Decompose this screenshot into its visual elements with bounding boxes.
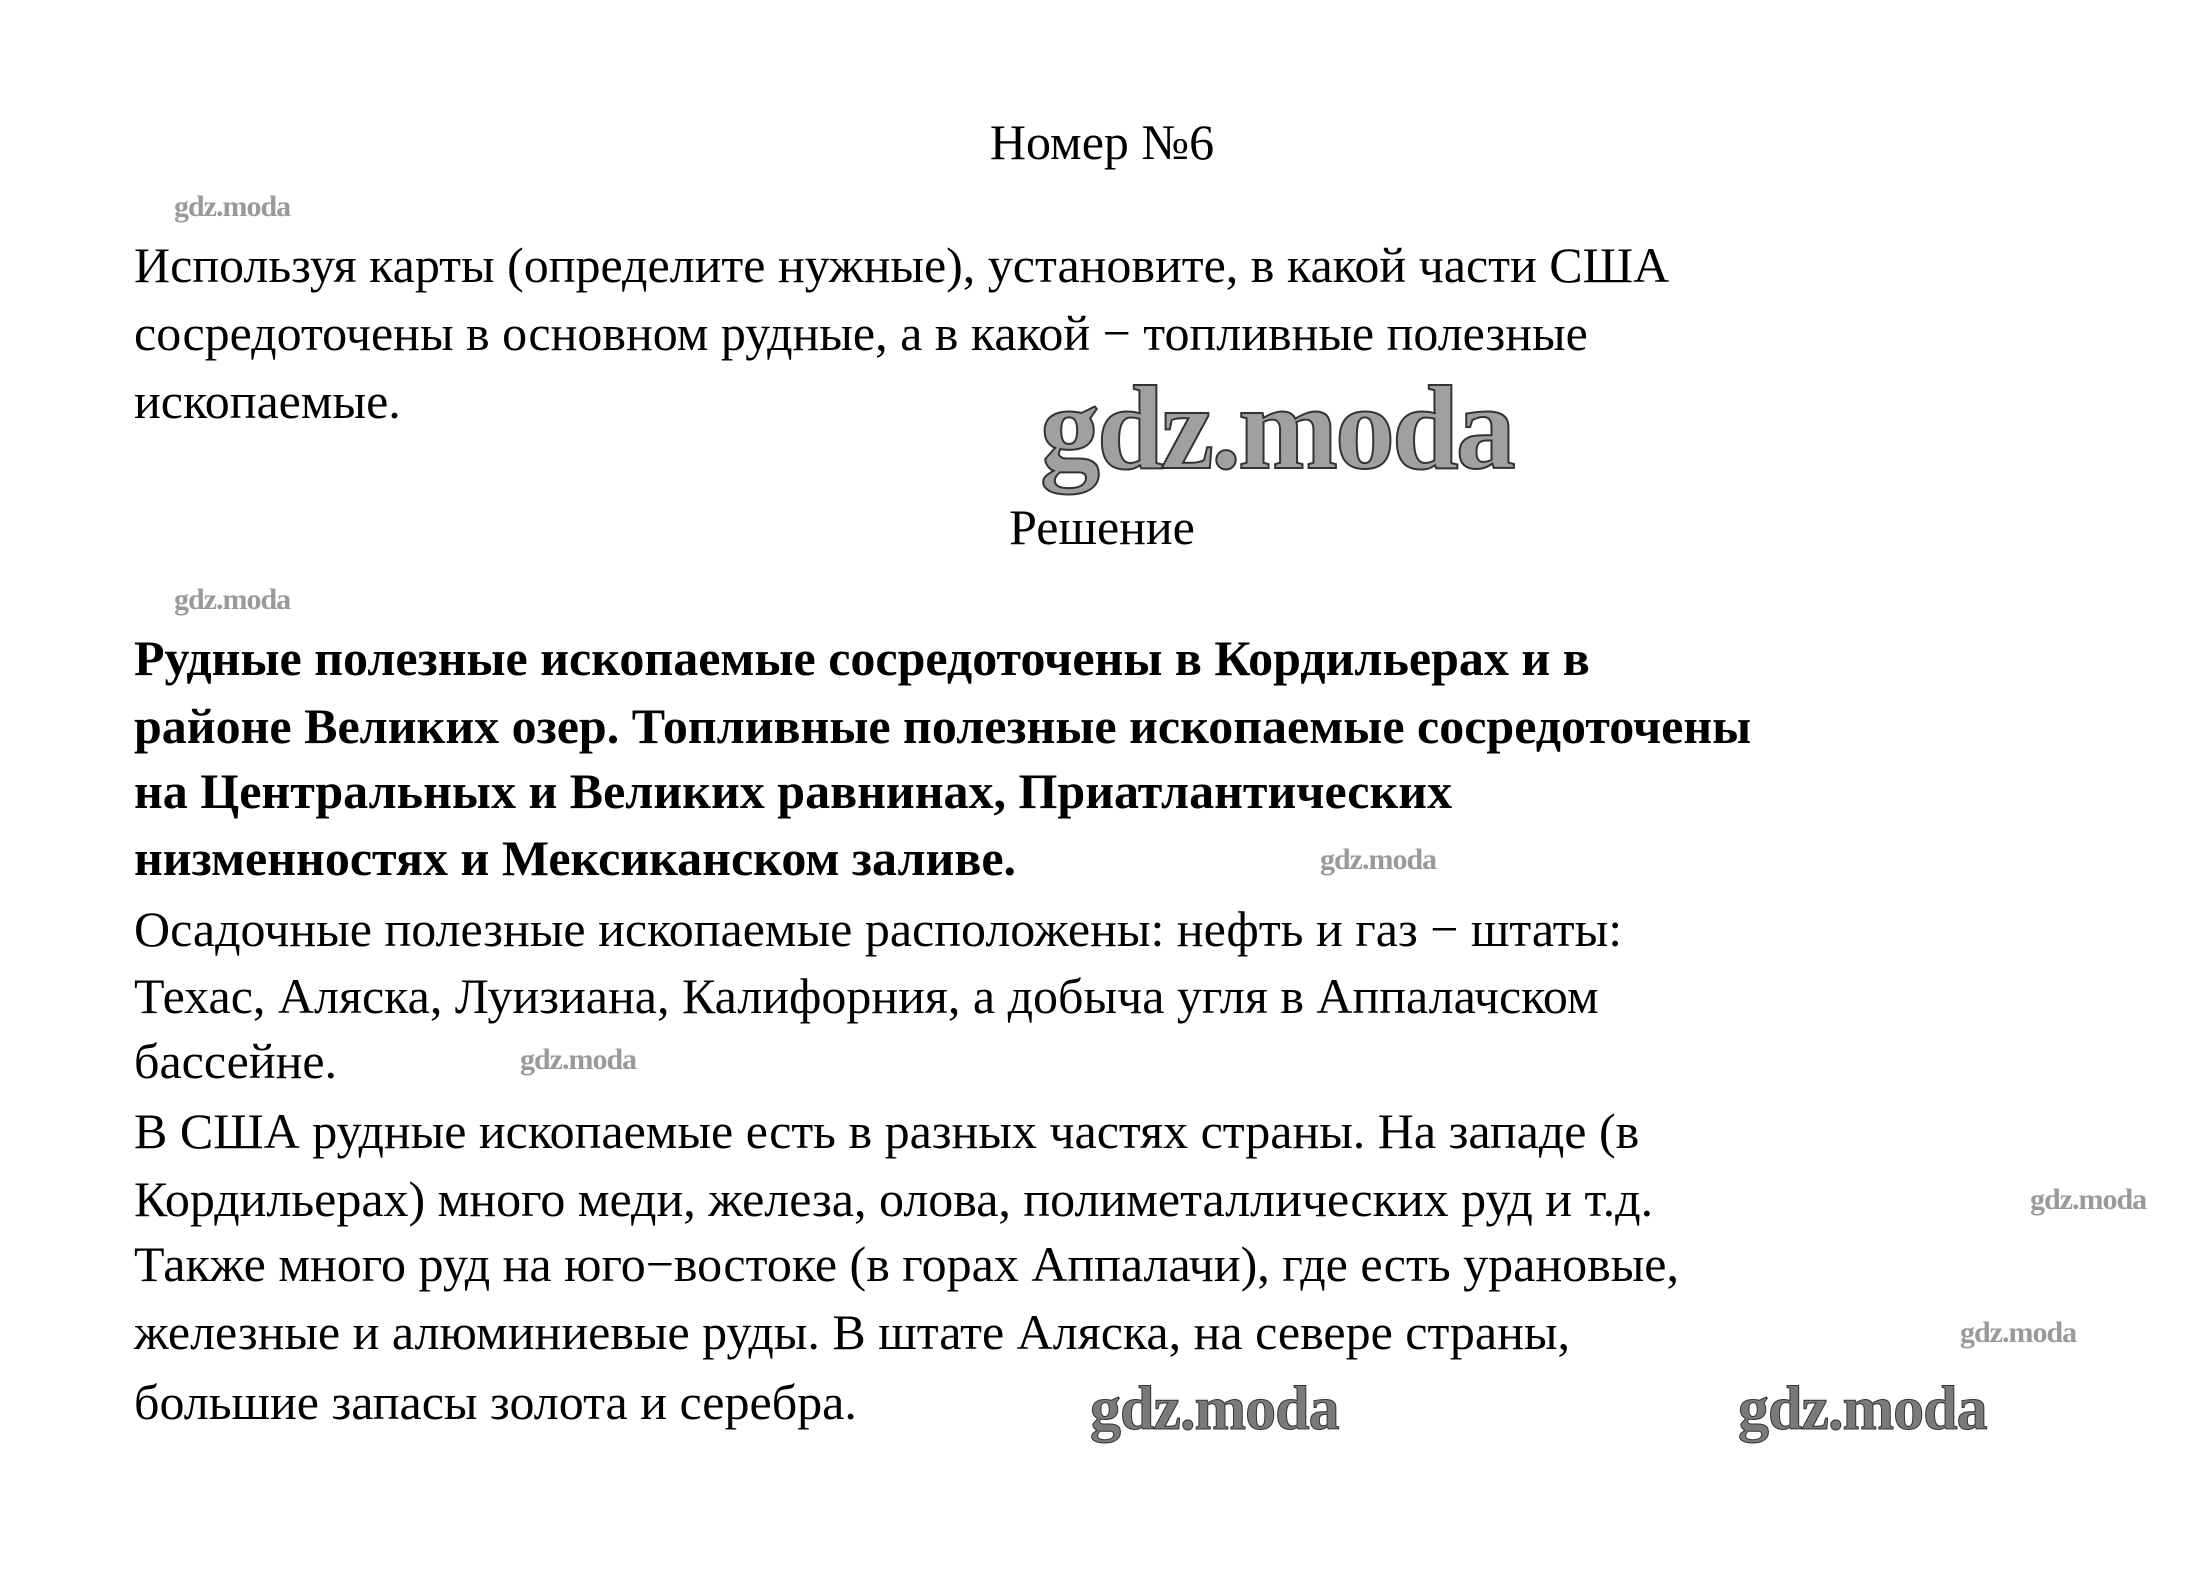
watermark: gdz.moda <box>1090 1375 1339 1443</box>
watermark: gdz.moda <box>1738 1375 1987 1443</box>
watermark: gdz.moda <box>174 583 291 616</box>
answer-line: Осадочные полезные ископаемые расположены: нефть и газ − штаты: <box>134 901 1623 957</box>
answer-line: Кордильерах) много меди, железа, олова, полиметаллических руд и т.д. <box>134 1171 1654 1227</box>
answer-bold-line: Рудные полезные ископаемые сосредоточены в Кордильерах и в <box>134 630 1590 686</box>
answer-bold-line: районе Великих озер. Топливные полезные ископаемые сосредоточены <box>134 698 1752 754</box>
question-line: сосредоточены в основном рудные, а в какой − топливные полезные <box>134 305 1588 361</box>
solution-heading: Решение <box>1009 499 1195 555</box>
watermark: gdz.moda <box>1960 1316 2077 1349</box>
answer-line: Техас, Аляска, Луизиана, Калифорния, а добыча угля в Аппалачском <box>134 968 1599 1024</box>
answer-line: В США рудные ископаемые есть в разных частях страны. На западе (в <box>134 1103 1640 1159</box>
answer-line: железные и алюминиевые руды. В штате Аляска, на севере страны, <box>134 1304 1570 1360</box>
watermark: gdz.moda <box>1320 843 1437 876</box>
question-line: ископаемые. <box>134 373 401 429</box>
problem-title: Номер №6 <box>989 114 1215 170</box>
answer-line: Также много руд на юго−востоке (в горах Аппалачи), где есть урановые, <box>134 1236 1679 1292</box>
answer-line: бассейне. <box>134 1033 338 1089</box>
answer-line: большие запасы золота и серебра. <box>134 1374 857 1430</box>
watermark: gdz.moda <box>1040 361 1513 494</box>
answer-bold-line: на Центральных и Великих равнинах, Приатлантических <box>134 763 1453 819</box>
watermark: gdz.moda <box>520 1043 637 1076</box>
question-line: Используя карты (определите нужные), установите, в какой части США <box>134 237 1670 293</box>
watermark: gdz.moda <box>174 190 291 223</box>
watermark: gdz.moda <box>2030 1183 2147 1216</box>
answer-bold-line: низменностях и Мексиканском заливе. <box>134 830 1017 886</box>
